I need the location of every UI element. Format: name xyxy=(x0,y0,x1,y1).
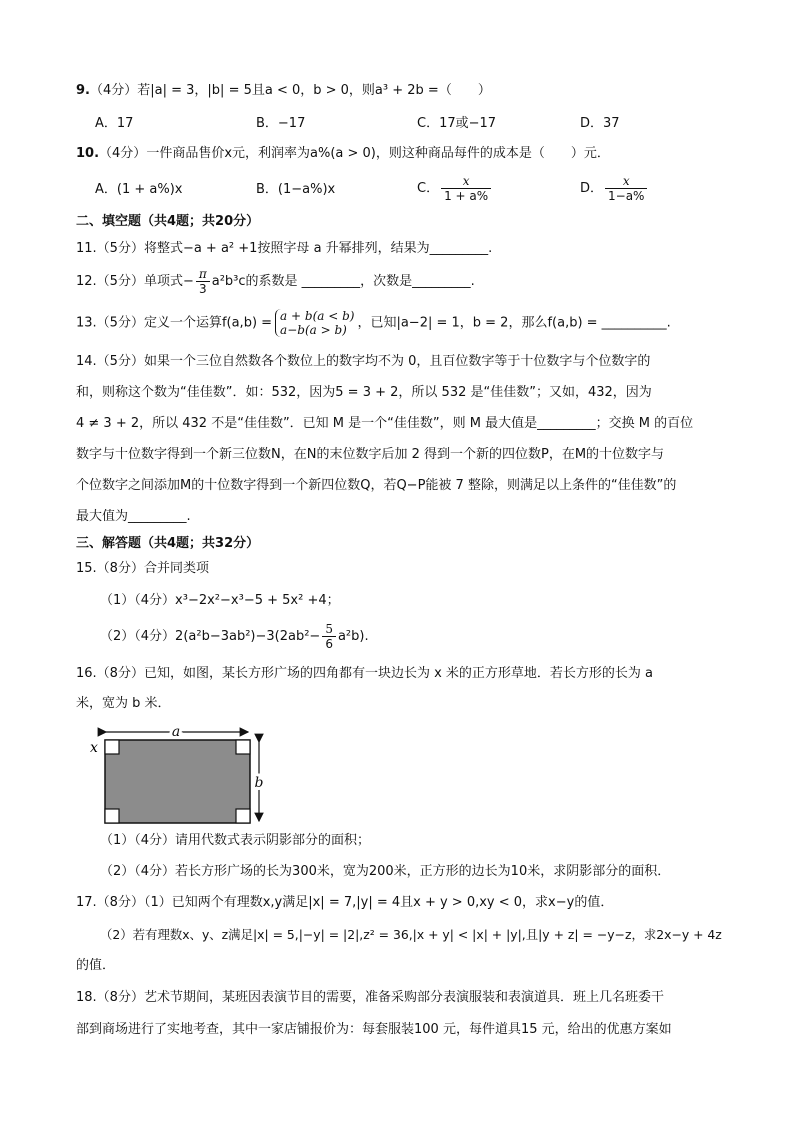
q13-text xyxy=(76,309,671,337)
corner-square-top-right xyxy=(236,740,250,754)
q15-title: 15.（8分）合并同类项 xyxy=(76,561,209,576)
q16-part-2: （2）（4分）若长方形广场的长为300米，宽为200米，正方形的边长为10米，求阴影部分的面积． xyxy=(100,864,671,879)
q10-option-d-denominator: 1−a% xyxy=(608,189,645,203)
corner-square-bottom-left xyxy=(105,809,119,823)
q9-text: 若|a| = 3，|b| = 5且a < 0，b > 0，则a³ + 2b =（ ） xyxy=(137,83,491,98)
q10-option-c-fraction xyxy=(441,174,491,203)
square-side-label-x: x xyxy=(90,740,98,756)
q10-option-c-denominator: 1 + a% xyxy=(444,189,489,203)
q12-text xyxy=(76,267,475,296)
q10-option-d xyxy=(580,174,649,203)
shaded-rectangle xyxy=(105,740,250,823)
q17-line-2: （2）若有理数x、y、z满足|x| = 5,|−y| = |2|,z² = 36,|x + y| < |x| + |y|,且|y + z| = −y−z，求2x−y + 4z xyxy=(100,927,722,942)
q15-part-2-suffix: a²b). xyxy=(337,629,369,644)
q10-option-c xyxy=(417,174,493,203)
q15-part-2-prefix: （2）（4分）2(a²b−3ab²)−3(2ab²− xyxy=(100,629,321,644)
q10-text: 一件商品售价x元，利润率为a%(a > 0)，则这种商品每件的成本是（ ）元． xyxy=(146,146,610,161)
q10-option-d-label: D． xyxy=(580,181,604,196)
q16-part-1: （1）（4分）请用代数式表示阴影部分的面积； xyxy=(100,833,371,848)
q15-part-1: （1）（4分）x³−2x²−x³−5 + 5x² +4； xyxy=(100,593,340,608)
section-2-heading: 二、填空题（共4题；共20分） xyxy=(76,214,260,229)
q14-line-5: 个位数字之间添加M的十位数字得到一个新四位数Q，若Q−P能被 7 整除，则满足以上条件的“佳佳数”的 xyxy=(76,478,677,493)
q15-part-2 xyxy=(100,622,369,651)
q12-numerator: π xyxy=(196,267,210,282)
q14-line-1: 14.（5分）如果一个三位自然数各个数位上的数字均不为 0，且百位数字等于十位数字与个位数字的 xyxy=(76,354,651,369)
q9-stem xyxy=(76,82,491,100)
q13-piecewise xyxy=(275,309,354,337)
q10-stem xyxy=(76,145,610,163)
q9-option-d: D．37 xyxy=(580,116,620,131)
q9-option-a: A．17 xyxy=(95,116,134,131)
q13-case-2: a−b(a > b) xyxy=(280,323,347,337)
section-3-heading: 三、解答题（共4题；共32分） xyxy=(76,536,260,551)
q10-points: （4分） xyxy=(99,146,147,161)
q15-denominator: 6 xyxy=(325,637,333,651)
q13-case-1: a + b(a < b) xyxy=(280,309,355,323)
q15-fraction xyxy=(322,622,336,651)
q9-number: 9. xyxy=(76,83,90,98)
q15-numerator: 5 xyxy=(322,622,336,637)
q9-points: （4分） xyxy=(89,83,138,98)
q12-suffix: a²b³c的系数是 _________，次数是_________. xyxy=(211,274,475,289)
q13-prefix: 13.（5分）定义一个运算f(a,b) = xyxy=(76,315,273,331)
q17-line-1: 17.（8分）（1）已知两个有理数x,y满足|x| = 7,|y| = 4且x + y > 0,xy < 0，求x−y的值． xyxy=(76,895,614,910)
q10-option-c-label: C． xyxy=(417,181,440,196)
q18-line-1: 18.（8分）艺术节期间，某班因表演节目的需要，准备采购部分表演服装和表演道具．班上几名班委干 xyxy=(76,990,664,1005)
q9-option-c: C．17或−17 xyxy=(417,116,497,131)
corner-square-top-left xyxy=(105,740,119,754)
width-label-a: a xyxy=(171,724,181,740)
q16-line-2: 米，宽为 b 米． xyxy=(76,696,171,711)
q14-line-6: 最大值为_________. xyxy=(76,509,191,524)
q14-line-3: 4 ≠ 3 + 2，所以 432 不是“佳佳数”．已知 M 是一个“佳佳数”，则 M 最大值是_________；交换 M 的百位 xyxy=(76,416,694,431)
q13-suffix: ，已知|a−2| = 1，b = 2，那么f(a,b) = __________. xyxy=(357,315,671,331)
q14-line-2: 和，则称这个数为“佳佳数”．如：532，因为5 = 3 + 2，所以 532 是“佳佳数”；又如，432，因为 xyxy=(76,385,652,400)
q14-line-4: 数字与十位数字得到一个新三位数N，在N的末位数字后加 2 得到一个新的四位数P，在M的十位数字与 xyxy=(76,447,665,462)
q16-line-1: 16.（8分）已知，如图，某长方形广场的四角都有一块边长为 x 米的正方形草地．若长方形的长为 a xyxy=(76,666,654,681)
q16-figure xyxy=(88,720,278,830)
q10-option-a: A．(1 + a%)x xyxy=(95,182,183,197)
q18-line-2: 部到商场进行了实地考查，其中一家店铺报价为：每套服装100 元，每件道具15 元，给出的优惠方案如 xyxy=(76,1022,672,1037)
q11-text: 11.（5分）将整式−a + a² +1按照字母 a 升幂排列，结果为_________. xyxy=(76,241,493,256)
q9-option-b: B．−17 xyxy=(256,116,306,131)
q12-denominator: 3 xyxy=(198,282,207,296)
height-label-b: b xyxy=(254,775,264,791)
q10-option-d-fraction xyxy=(605,174,647,203)
q12-prefix: 12.（5分）单项式− xyxy=(76,274,194,289)
q10-number: 10. xyxy=(76,146,100,161)
q10-option-c-numerator: x xyxy=(441,174,491,189)
q12-fraction xyxy=(196,267,210,296)
corner-square-bottom-right xyxy=(236,809,250,823)
q10-option-b: B．(1−a%)x xyxy=(256,182,336,197)
q17-line-3: 的值． xyxy=(76,958,116,973)
q10-option-d-numerator: x xyxy=(605,174,647,189)
